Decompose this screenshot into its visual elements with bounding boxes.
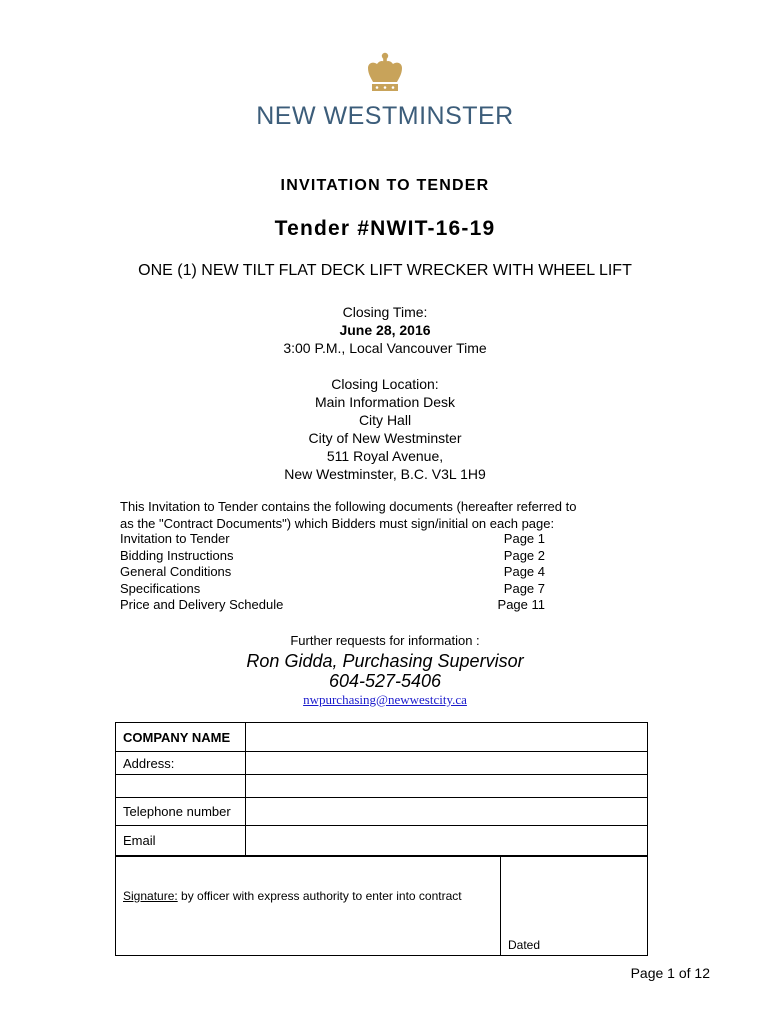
address-continued-field[interactable] xyxy=(246,775,648,798)
intro-line: This Invitation to Tender contains the following documents (hereafter referred to xyxy=(120,499,577,514)
page-number: Page 1 of 12 xyxy=(630,965,710,981)
company-name-field[interactable] xyxy=(246,723,648,752)
address-field[interactable] xyxy=(246,752,648,775)
intro-line: as the "Contract Documents") which Bidders must sign/initial on each page: xyxy=(120,515,555,531)
location-line: City of New Westminster xyxy=(308,430,462,446)
table-row xyxy=(116,723,648,752)
further-info-label: Further requests for information : xyxy=(290,633,480,648)
contact-phone: 604-527-5406 xyxy=(328,671,442,691)
table-row xyxy=(116,857,648,956)
document-name: Price and Delivery Schedule xyxy=(120,597,284,612)
document-page-ref: Page 7 xyxy=(503,580,545,596)
document-page-ref: Page 4 xyxy=(503,564,545,579)
document-page-ref: Page 11 xyxy=(497,597,545,612)
signature-field[interactable] xyxy=(116,857,501,956)
contact-email xyxy=(0,692,770,708)
company-name-label: COMPANY NAME xyxy=(116,723,246,752)
closing-time-label: Closing Time: xyxy=(342,304,428,320)
address-label: Address: xyxy=(116,752,246,775)
dated-field[interactable] xyxy=(501,857,648,956)
list-item xyxy=(120,531,545,548)
document-title: INVITATION TO TENDER xyxy=(280,177,490,194)
signature-label: Signature: xyxy=(123,889,178,903)
location-line: 511 Royal Avenue, xyxy=(326,448,444,464)
signature-block xyxy=(115,856,648,956)
table-row xyxy=(116,826,648,856)
table-row xyxy=(116,798,648,826)
document-name: General Conditions xyxy=(120,564,232,579)
list-item xyxy=(120,597,545,614)
contract-intro xyxy=(120,499,640,532)
closing-date: June 28, 2016 xyxy=(339,322,431,338)
closing-location-label: Closing Location: xyxy=(331,376,439,392)
city-logo xyxy=(0,52,770,131)
document-list xyxy=(120,531,545,614)
location-line: City Hall xyxy=(358,412,412,428)
list-item xyxy=(120,581,545,598)
email-link[interactable]: nwpurchasing@newwestcity.ca xyxy=(303,692,467,707)
document-name: Bidding Instructions xyxy=(120,547,234,563)
signature-note: by officer with express authority to enter into contract xyxy=(177,889,462,903)
telephone-label: Telephone number xyxy=(116,798,246,826)
logo-wordmark: NEW WESTMINSTER xyxy=(256,102,514,130)
document-page-ref: Page 2 xyxy=(503,547,545,563)
location-line: Main Information Desk xyxy=(314,394,456,410)
list-item xyxy=(120,564,545,581)
table-row xyxy=(116,752,648,775)
email-field[interactable] xyxy=(246,826,648,856)
document-name: Specifications xyxy=(120,580,201,596)
contact-name: Ron Gidda, Purchasing Supervisor xyxy=(246,651,524,671)
document-name: Invitation to Tender xyxy=(120,531,230,546)
location-line: New Westminster, B.C. V3L 1H9 xyxy=(284,466,486,482)
list-item xyxy=(120,548,545,565)
table-row xyxy=(116,775,648,798)
bidder-info-form xyxy=(115,722,648,856)
dated-label: Dated xyxy=(508,938,541,952)
closing-time: 3:00 P.M., Local Vancouver Time xyxy=(283,340,487,356)
address-continued-label xyxy=(116,775,246,798)
telephone-field[interactable] xyxy=(246,798,648,826)
closing-info xyxy=(0,303,770,483)
email-label: Email xyxy=(116,826,246,856)
crown-icon xyxy=(364,52,406,98)
tender-subject: ONE (1) NEW TILT FLAT DECK LIFT WRECKER WITH WHEEL LIFT xyxy=(138,262,632,279)
tender-number: Tender #NWIT-16-19 xyxy=(274,217,496,240)
document-page-ref: Page 1 xyxy=(503,531,545,546)
